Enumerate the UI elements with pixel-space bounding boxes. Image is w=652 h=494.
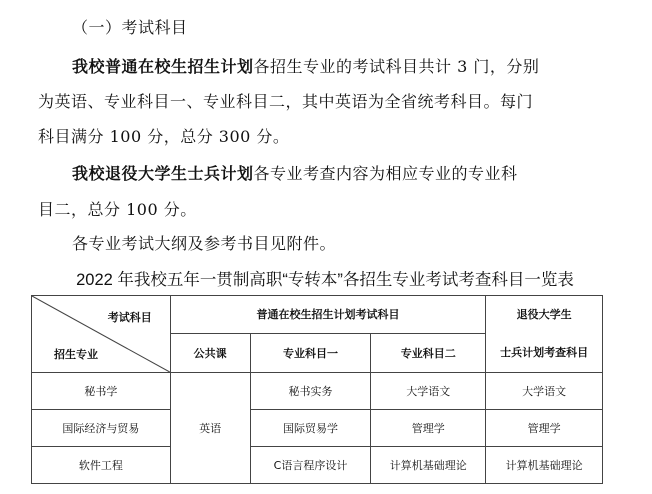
table-row: [32, 447, 603, 484]
subject2-cell: 大学语文: [371, 373, 486, 410]
attachment-note: 各专业考试大纲及参考书目见附件。: [72, 234, 337, 253]
table-row: [32, 410, 603, 447]
para2-line1: 各专业考查内容为相应专业的专业科: [253, 164, 518, 183]
para1-line3: 科目满分 100 分，总分 300 分。: [38, 127, 290, 146]
table-corner-cell: [32, 296, 171, 373]
subject1-cell: 国际贸易学: [250, 410, 371, 447]
subject2-cell: 计算机基础理论: [371, 447, 486, 484]
major-cell: 国际经济与贸易: [32, 410, 171, 447]
header-veteran-line2: 士兵计划考查科目: [500, 346, 589, 359]
exam-subjects-table: [31, 295, 603, 484]
para2-line2: 目二，总分 100 分。: [38, 200, 197, 219]
header-veteran-plan: [486, 296, 603, 373]
veteran-cell: 管理学: [486, 410, 603, 447]
subject2-cell: 管理学: [371, 410, 486, 447]
table-caption: 2022 年我校五年一贯制高职“专转本”各招生专业考试考查科目一览表: [76, 271, 574, 289]
section-heading: （一）考试科目: [72, 18, 188, 37]
veteran-cell: 计算机基础理论: [486, 447, 603, 484]
corner-label-majors: 招生专业: [54, 348, 98, 361]
public-course-cell: 英语: [170, 373, 250, 484]
diagonal-line: [32, 296, 170, 372]
header-public-course: 公共课: [170, 333, 250, 372]
corner-label-subjects: 考试科目: [107, 311, 152, 324]
veteran-plan-bold: 我校退役大学生士兵计划: [72, 164, 254, 183]
para1-line2: 为英语、专业科目一、专业科目二，其中英语为全省统考科目。每门: [38, 92, 534, 111]
header-veteran-line1: 退役大学生: [516, 308, 572, 321]
subject1-cell: 秘书实务: [250, 373, 371, 410]
major-cell: 秘书学: [32, 373, 171, 410]
header-regular-plan: 普通在校生招生计划考试科目: [170, 296, 485, 334]
major-cell: 软件工程: [32, 447, 171, 484]
veteran-cell: 大学语文: [486, 373, 603, 410]
subject1-cell: C语言程序设计: [250, 447, 371, 484]
header-subject-one: 专业科目一: [250, 333, 371, 372]
para1-line1: 各招生专业的考试科目共计 3 门，分别: [253, 57, 540, 76]
header-subject-two: 专业科目二: [371, 333, 486, 372]
regular-plan-bold: 我校普通在校生招生计划: [72, 57, 254, 76]
table-row: [32, 373, 603, 410]
